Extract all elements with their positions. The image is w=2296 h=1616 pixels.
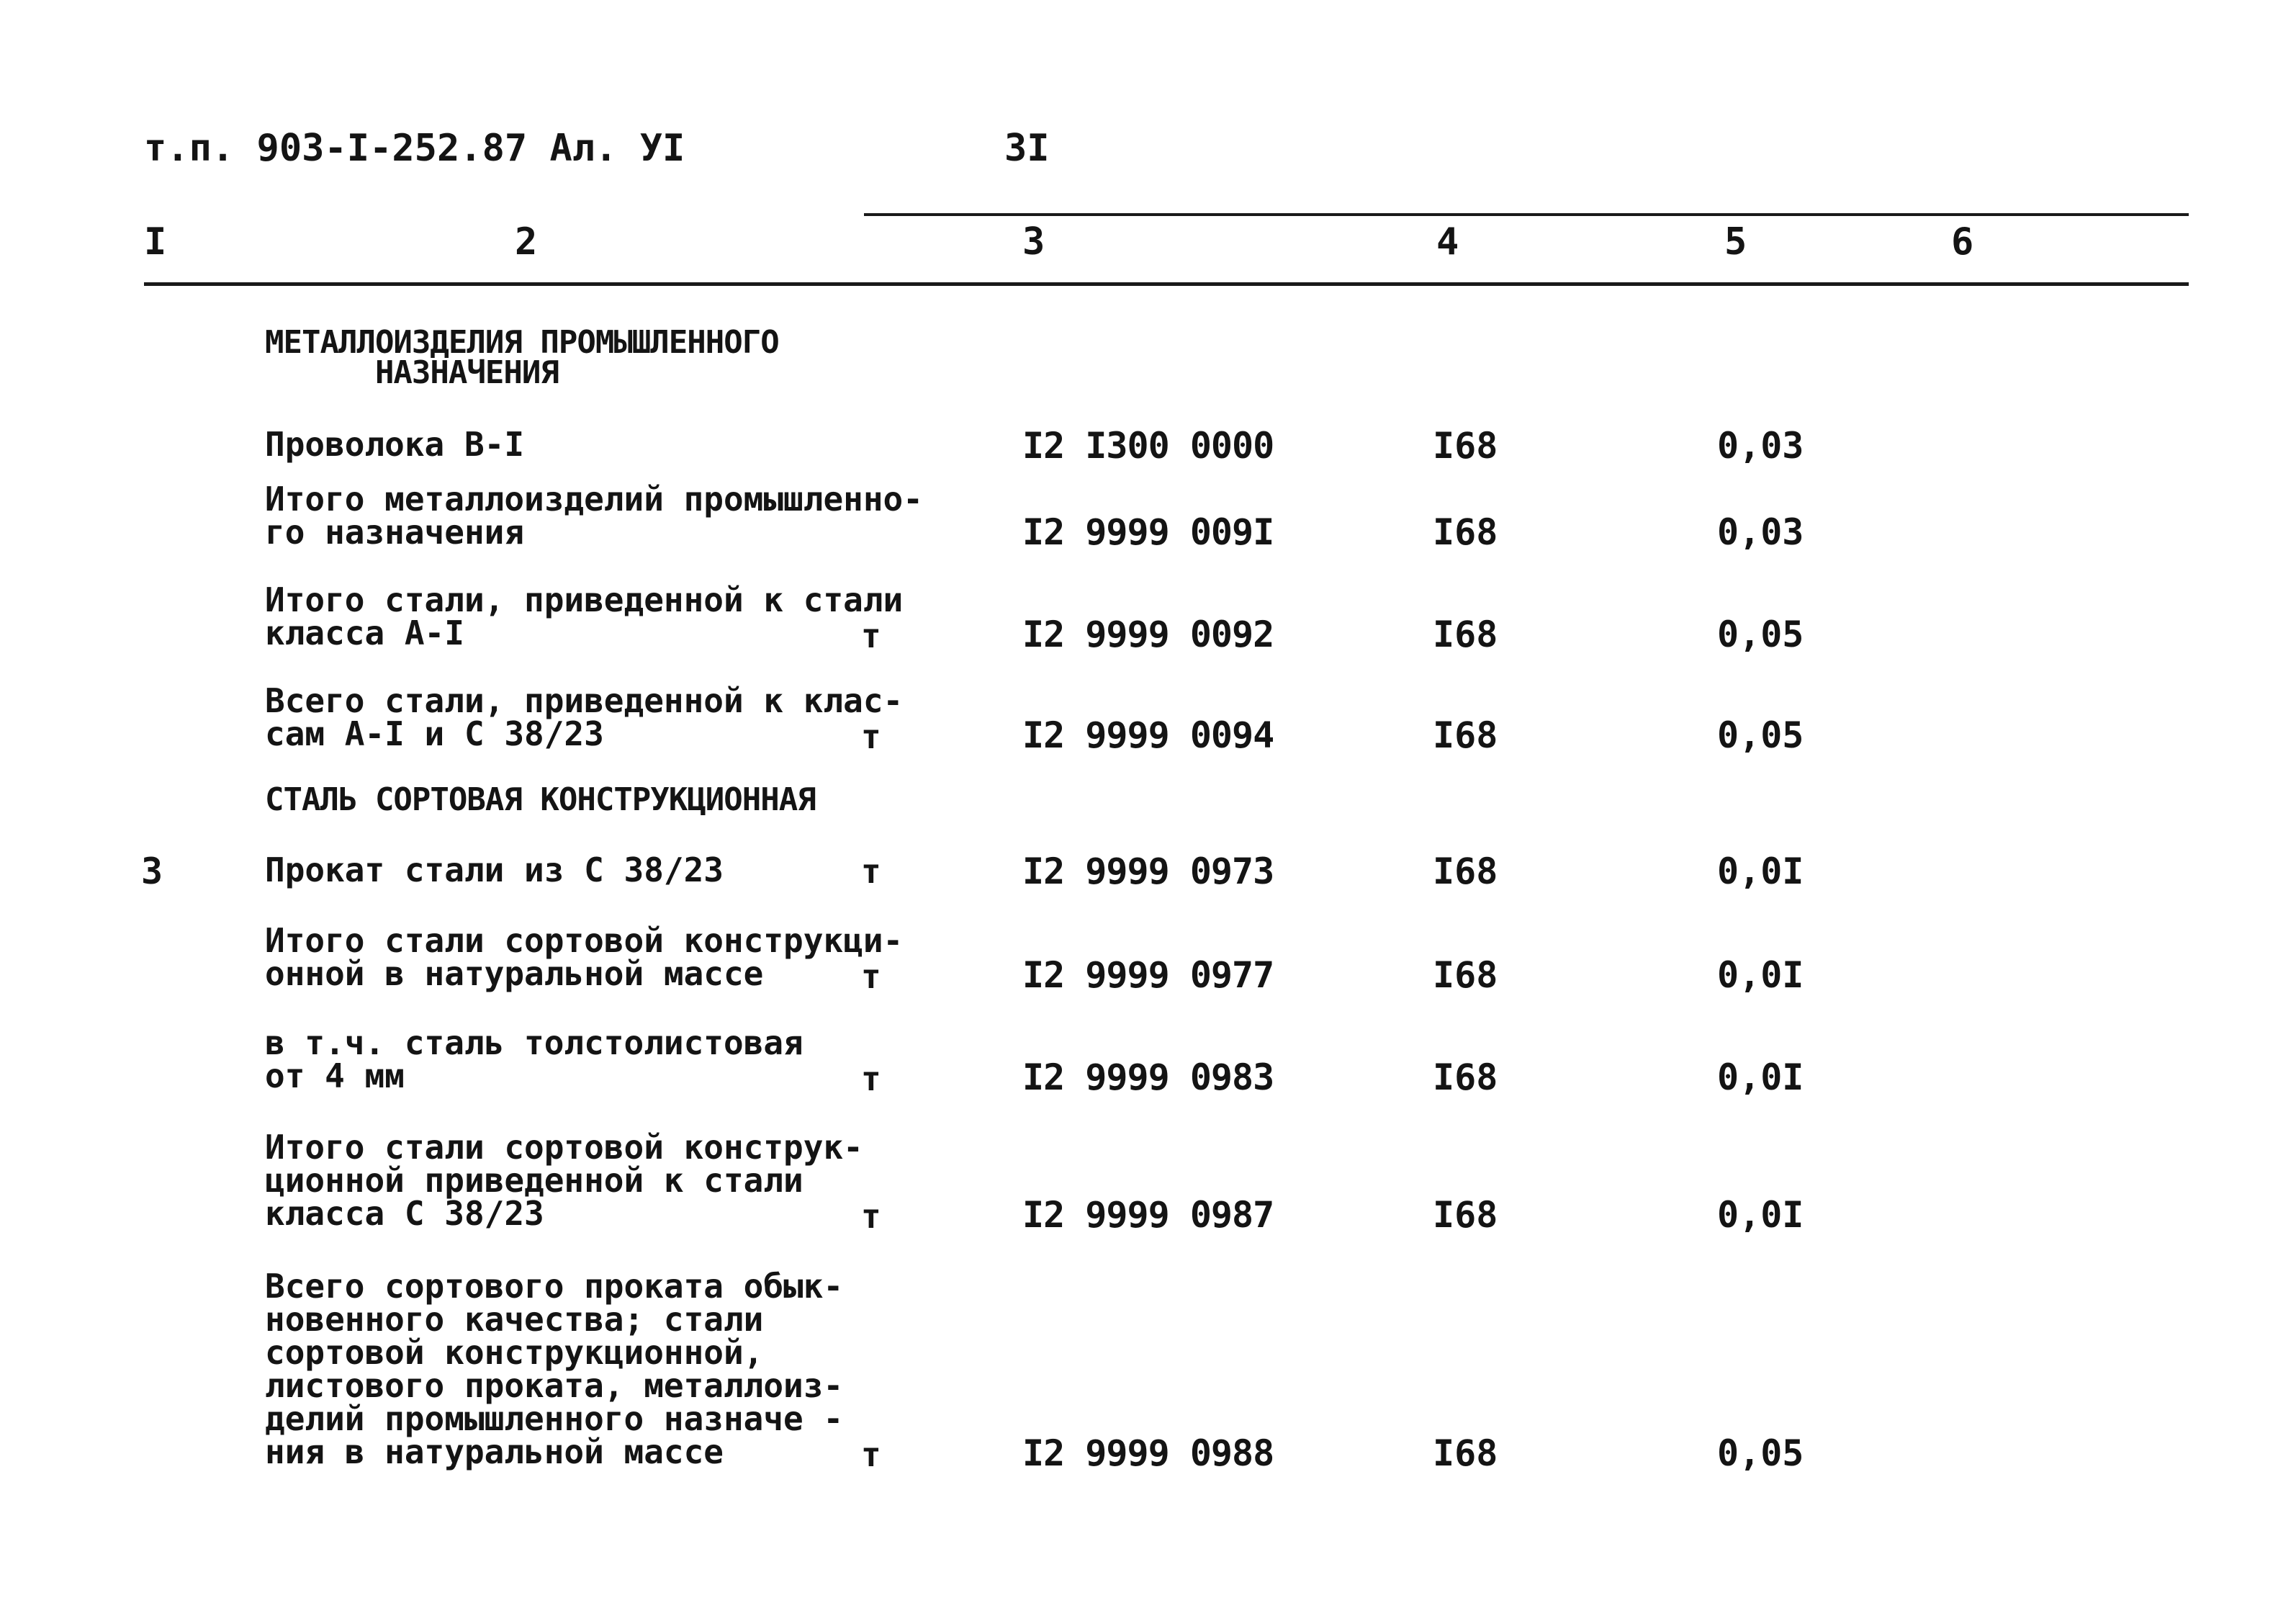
row-code: I2 9999 0094 bbox=[1022, 714, 1274, 756]
row-column-5: 0,05 bbox=[1717, 714, 1804, 756]
row-unit: т bbox=[861, 957, 881, 996]
header-bottom-rule bbox=[144, 282, 2189, 286]
row-label: МЕТАЛЛОИЗДЕЛИЯ ПРОМЫШЛЕННОГО НАЗНАЧЕНИЯ bbox=[265, 324, 779, 391]
column-number-1: I bbox=[144, 220, 167, 264]
row-column-5: 0,0I bbox=[1717, 850, 1804, 892]
row-column-4: I68 bbox=[1433, 1194, 1498, 1236]
row-label: Итого стали, приведенной к стали класса А-I bbox=[265, 580, 904, 652]
row-column-5: 0,0I bbox=[1717, 1194, 1804, 1236]
row-code: I2 9999 009I bbox=[1022, 511, 1274, 553]
row-unit: т bbox=[861, 616, 881, 655]
row-label: Всего стали, приведенной к клас- сам А-I и С 38/23 bbox=[265, 681, 904, 753]
document-reference: т.п. 903-I-252.87 Ал. УI bbox=[144, 127, 685, 170]
row-column-5: 0,03 bbox=[1717, 511, 1804, 553]
row-label: Итого металлоизделий промышленно- го назначения bbox=[265, 480, 923, 552]
column-number-5: 5 bbox=[1724, 220, 1747, 264]
row-column-1: 3 bbox=[141, 850, 163, 892]
row-column-4: I68 bbox=[1433, 954, 1498, 996]
row-unit: т bbox=[861, 1435, 881, 1474]
row-unit: т bbox=[861, 1197, 881, 1236]
row-label: Проволока В-I bbox=[265, 425, 525, 464]
row-code: I2 9999 0983 bbox=[1022, 1056, 1274, 1098]
row-label: в т.ч. сталь толстолистовая от 4 мм bbox=[265, 1023, 803, 1095]
row-code: I2 9999 0973 bbox=[1022, 850, 1274, 892]
row-code: I2 9999 0987 bbox=[1022, 1194, 1274, 1236]
row-column-5: 0,05 bbox=[1717, 1432, 1804, 1474]
row-code: I2 9999 0988 bbox=[1022, 1432, 1274, 1474]
row-unit: т bbox=[861, 852, 881, 891]
row-label: Прокат стали из С 38/23 bbox=[265, 850, 724, 889]
row-code: I2 9999 0977 bbox=[1022, 954, 1274, 996]
header-top-rule bbox=[864, 213, 2189, 216]
row-code: I2 I300 0000 bbox=[1022, 425, 1274, 467]
row-column-5: 0,03 bbox=[1717, 425, 1804, 467]
row-column-4: I68 bbox=[1433, 425, 1498, 467]
column-number-4: 4 bbox=[1436, 220, 1459, 264]
column-number-3: 3 bbox=[1022, 220, 1045, 264]
row-column-4: I68 bbox=[1433, 714, 1498, 756]
row-label: Итого стали сортовой конструк- ционной приведенной к стали класса С 38/23 bbox=[265, 1128, 863, 1233]
row-column-5: 0,0I bbox=[1717, 954, 1804, 996]
page-number: 3I bbox=[1004, 127, 1050, 170]
row-column-5: 0,0I bbox=[1717, 1056, 1804, 1098]
row-code: I2 9999 0092 bbox=[1022, 614, 1274, 655]
row-unit: т bbox=[861, 1059, 881, 1098]
row-label: СТАЛЬ СОРТОВАЯ КОНСТРУКЦИОННАЯ bbox=[265, 781, 816, 818]
column-number-2: 2 bbox=[515, 220, 538, 264]
row-column-4: I68 bbox=[1433, 1432, 1498, 1474]
row-column-5: 0,05 bbox=[1717, 614, 1804, 655]
row-column-4: I68 bbox=[1433, 511, 1498, 553]
row-label: Всего сортового проката обык- новенного качества; стали сортовой конструкционной, листового проката, металлоиз- делий промышленного назначе - ния в натуральной массе bbox=[265, 1267, 844, 1471]
row-column-4: I68 bbox=[1433, 614, 1498, 655]
row-label: Итого стали сортовой конструкци- онной в натуральной массе bbox=[265, 921, 904, 993]
column-number-6: 6 bbox=[1951, 220, 1974, 264]
row-unit: т bbox=[861, 717, 881, 756]
row-column-4: I68 bbox=[1433, 850, 1498, 892]
row-column-4: I68 bbox=[1433, 1056, 1498, 1098]
